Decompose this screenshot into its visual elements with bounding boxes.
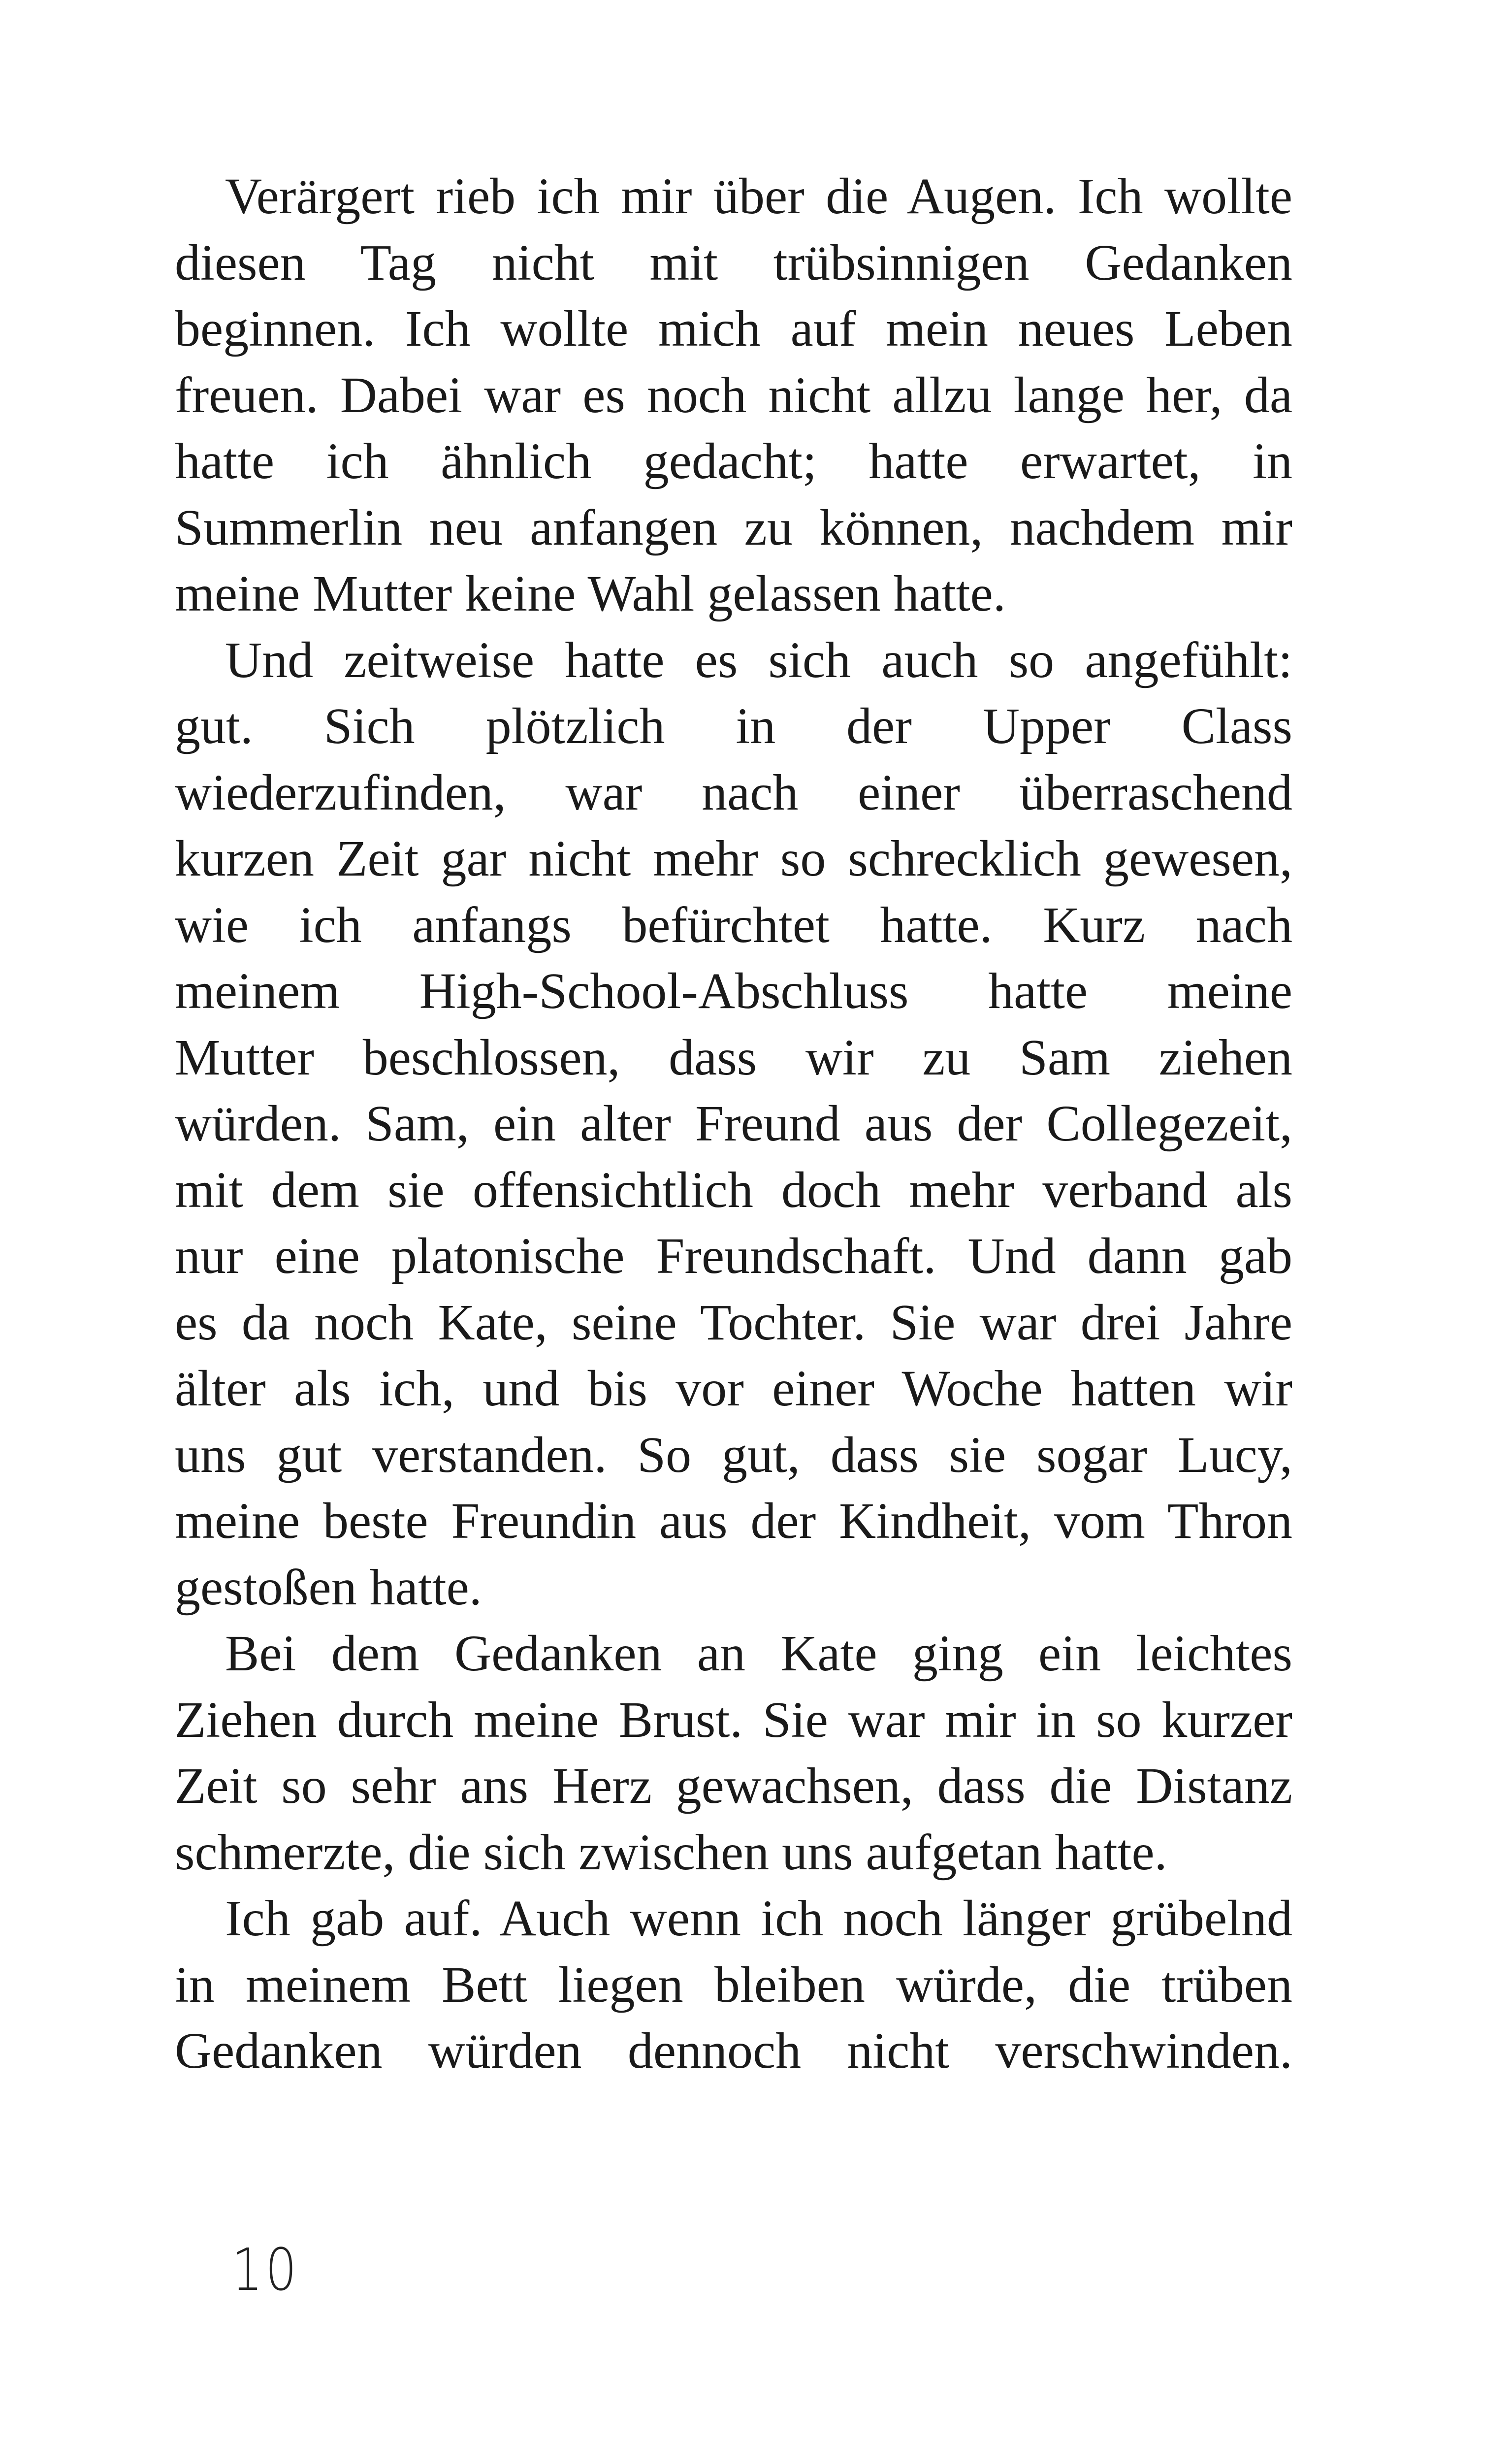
text-line: nur eine platonische Freundschaft. Und dann gab (175, 1228, 1292, 1284)
text-line: Mutter beschlossen, dass wir zu Sam ziehen (175, 1029, 1292, 1086)
text-line: Ich gab auf. Auch wenn ich noch länger grübelnd (225, 1890, 1292, 1947)
text-line: freuen. Dabei war es noch nicht allzu lange her, da (175, 366, 1292, 423)
text-line: älter als ich, und bis vor einer Woche hatten wir (175, 1360, 1292, 1417)
text-line: meine Mutter keine Wahl gelassen hatte. (175, 565, 1006, 622)
text-line: wie ich anfangs befürchtet hatte. Kurz nach (175, 896, 1292, 953)
text-line: meine beste Freundin aus der Kindheit, vom Thron (175, 1493, 1292, 1549)
text-line: Verärgert rieb ich mir über die Augen. Ich wollte (225, 168, 1292, 225)
text-line: uns gut verstanden. So gut, dass sie sogar Lucy, (175, 1426, 1292, 1483)
text-line: würden. Sam, ein alter Freund aus der Collegezeit, (175, 1095, 1292, 1152)
text-line: Und zeitweise hatte es sich auch so angefühlt: (225, 631, 1292, 688)
text-line: hatte ich ähnlich gedacht; hatte erwartet, in (175, 433, 1292, 489)
text-line: Summerlin neu anfangen zu können, nachdem mir (175, 499, 1292, 556)
text-line: wiederzufinden, war nach einer überraschend (175, 764, 1292, 821)
text-line: Ziehen durch meine Brust. Sie war mir in so kurzer (175, 1691, 1292, 1748)
text-line: schmerzte, die sich zwischen uns aufgetan hatte. (175, 1824, 1167, 1881)
text-line: es da noch Kate, seine Tochter. Sie war drei Jahre (175, 1294, 1292, 1351)
text-line: diesen Tag nicht mit trübsinnigen Gedanken (175, 234, 1292, 291)
text-line: Bei dem Gedanken an Kate ging ein leichtes (225, 1625, 1292, 1682)
text-line: beginnen. Ich wollte mich auf mein neues Leben (175, 300, 1292, 357)
text-line: Gedanken würden dennoch nicht verschwinden. (175, 2022, 1292, 2079)
page-number: 10 (231, 2236, 299, 2304)
text-line: gestoßen hatte. (175, 1559, 482, 1616)
text-line: Zeit so sehr ans Herz gewachsen, dass die Distanz (175, 1758, 1292, 1814)
body-text (175, 163, 1292, 2085)
text-line: meinem High-School-Abschluss hatte meine (175, 963, 1292, 1019)
text-line: gut. Sich plötzlich in der Upper Class (175, 698, 1292, 754)
text-line: mit dem sie offensichtlich doch mehr verband als (175, 1161, 1292, 1218)
text-line: in meinem Bett liegen bleiben würde, die trüben (175, 1956, 1292, 2013)
text-line: kurzen Zeit gar nicht mehr so schrecklich gewesen, (175, 830, 1292, 887)
